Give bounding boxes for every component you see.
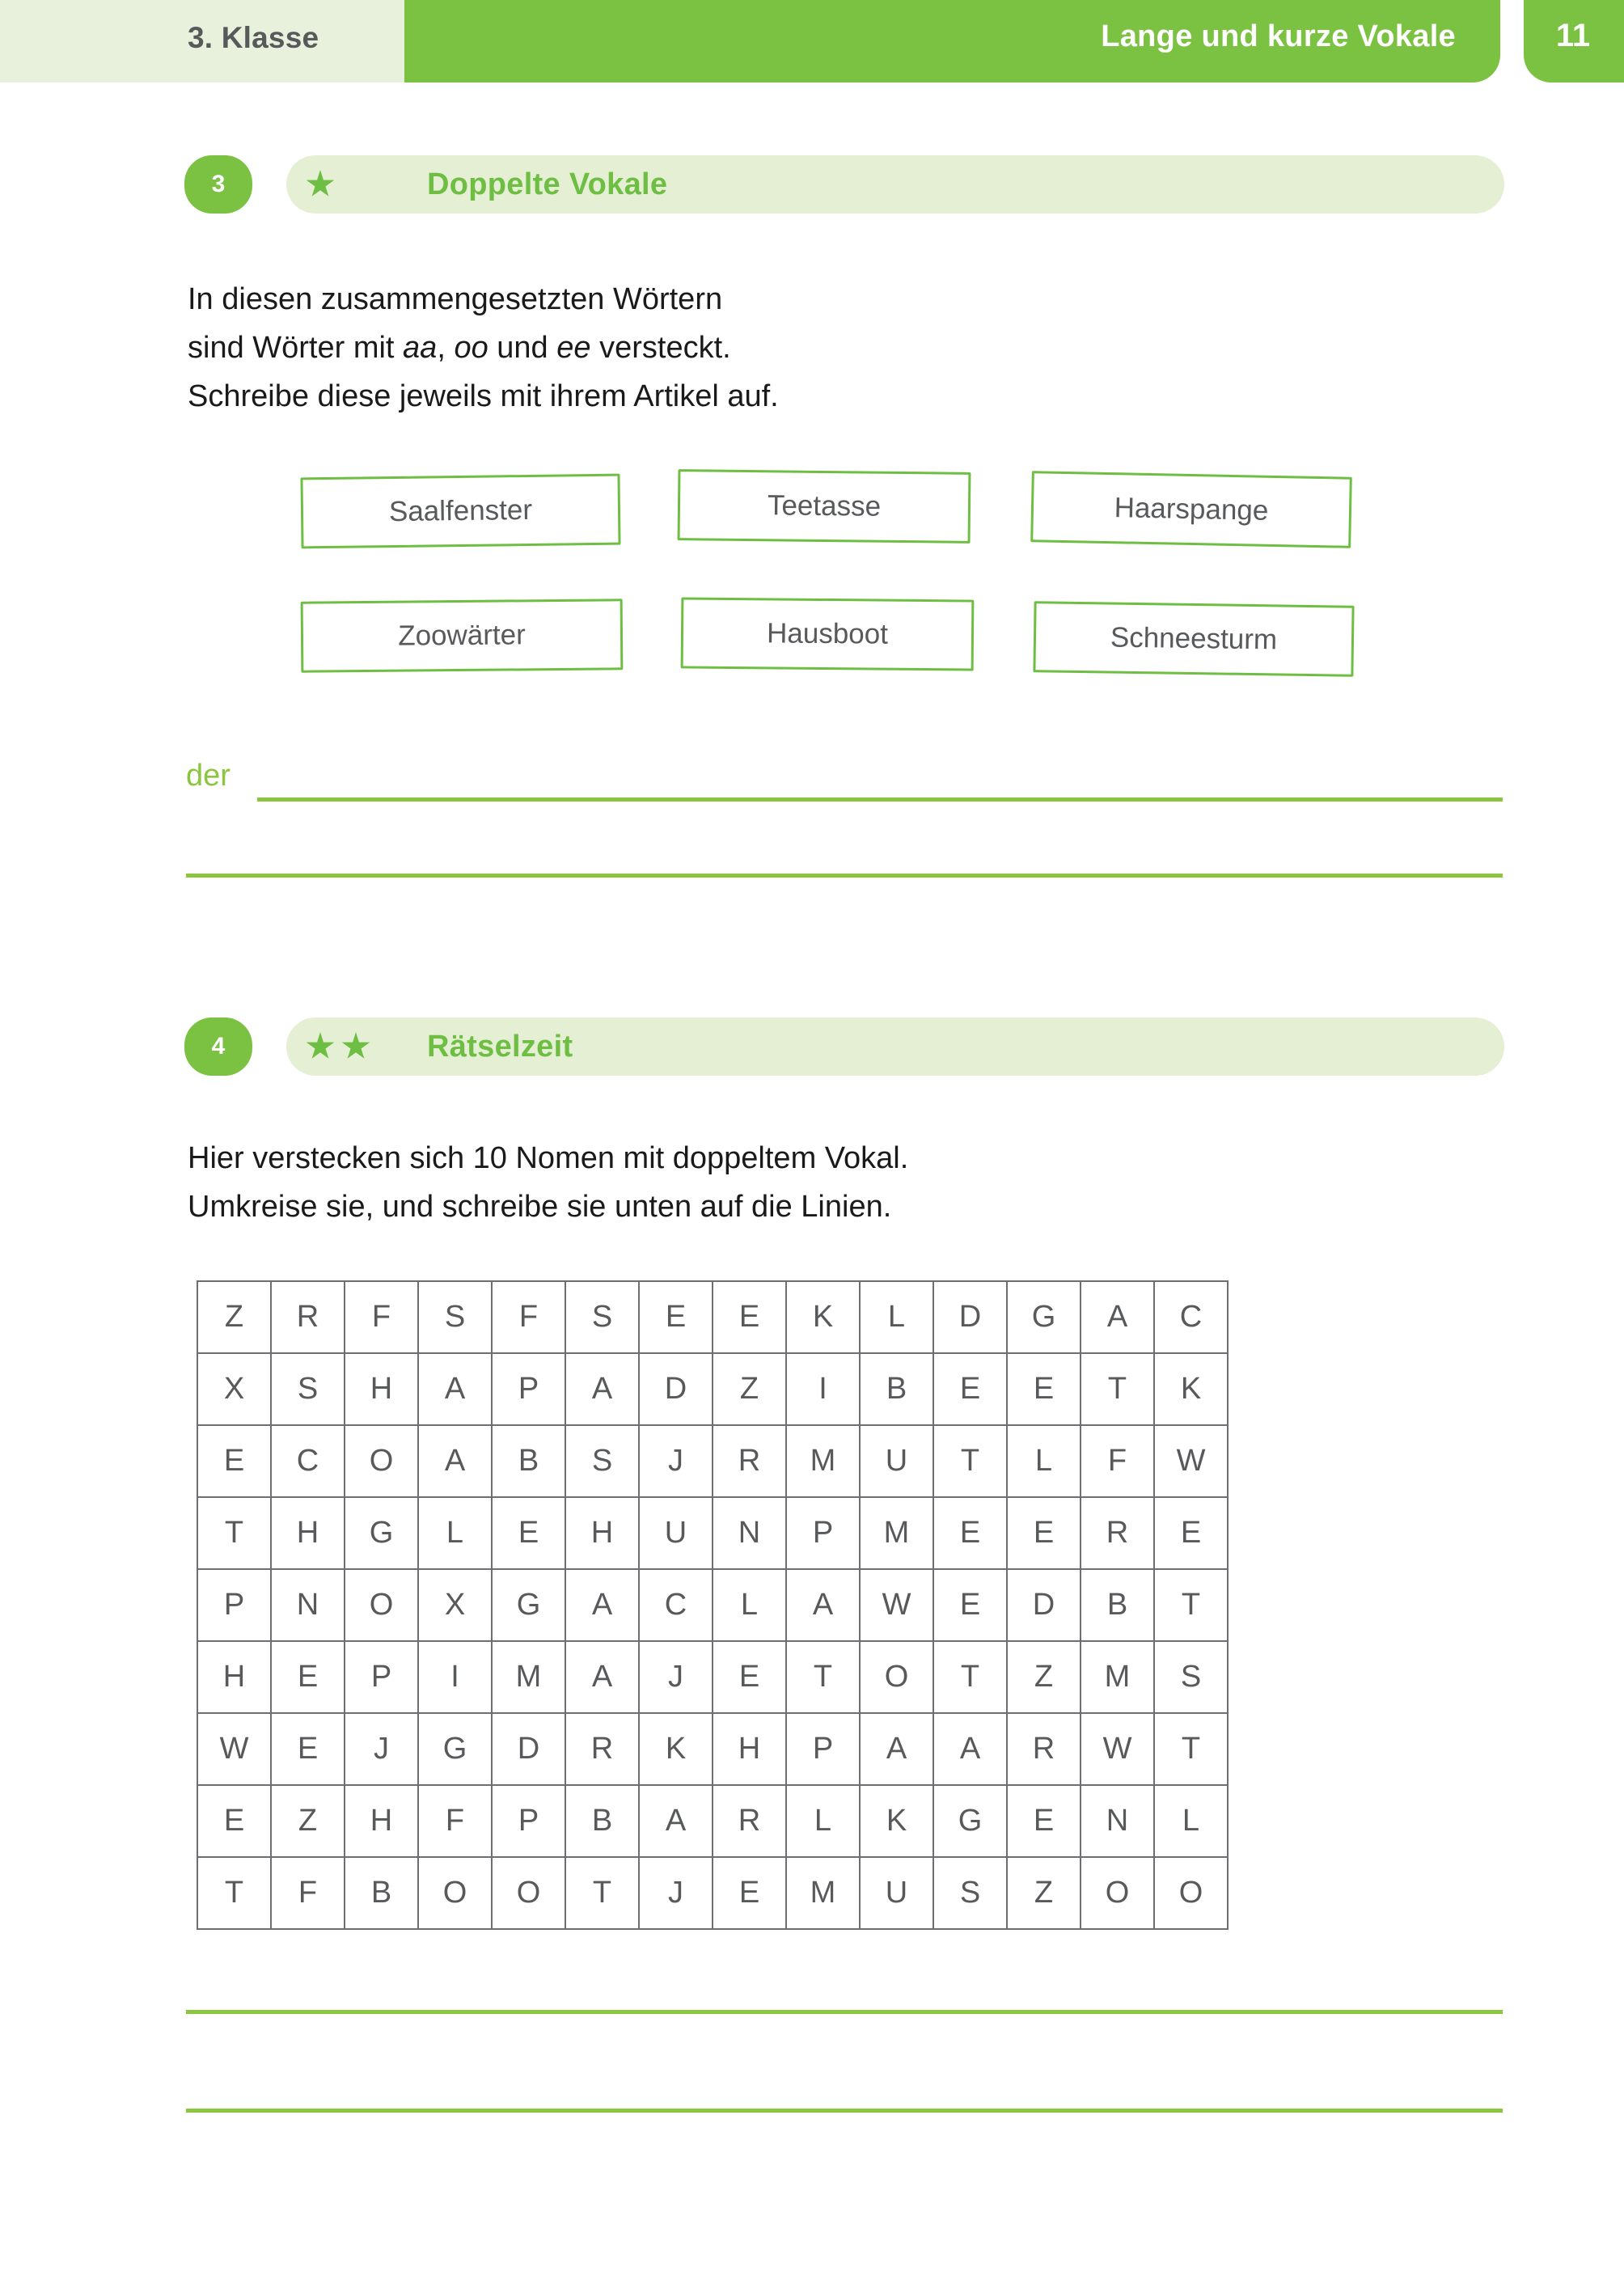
- grid-cell[interactable]: O: [1154, 1857, 1228, 1929]
- grid-cell[interactable]: A: [786, 1569, 860, 1641]
- grid-cell[interactable]: K: [860, 1785, 933, 1857]
- instruction-line-1: Hier verstecken sich 10 Nomen mit doppeltem Vokal.: [188, 1141, 909, 1175]
- grid-cell[interactable]: T: [1154, 1713, 1228, 1785]
- grid-cell[interactable]: A: [565, 1353, 639, 1425]
- grid-cell[interactable]: E: [713, 1857, 786, 1929]
- grid-cell[interactable]: H: [345, 1353, 418, 1425]
- exercise-4-title-pill: [286, 1017, 1504, 1076]
- instruction-line-2-part-a: sind Wörter mit: [188, 331, 404, 365]
- grid-cell[interactable]: E: [933, 1569, 1007, 1641]
- grid-cell[interactable]: O: [1081, 1857, 1154, 1929]
- grid-cell[interactable]: Z: [713, 1353, 786, 1425]
- grid-cell[interactable]: Z: [271, 1785, 345, 1857]
- grid-cell[interactable]: E: [639, 1281, 713, 1353]
- grid-cell[interactable]: R: [713, 1785, 786, 1857]
- grid-cell[interactable]: E: [271, 1641, 345, 1713]
- grid-cell[interactable]: B: [345, 1857, 418, 1929]
- grid-cell[interactable]: E: [713, 1641, 786, 1713]
- grid-cell[interactable]: L: [713, 1569, 786, 1641]
- grid-row: [197, 1569, 1228, 1641]
- word-label: Hausboot: [766, 617, 889, 650]
- grid-cell[interactable]: L: [860, 1281, 933, 1353]
- grid-cell[interactable]: R: [565, 1713, 639, 1785]
- grid-cell[interactable]: C: [1154, 1281, 1228, 1353]
- grid-cell[interactable]: T: [933, 1641, 1007, 1713]
- grid-cell[interactable]: G: [1007, 1281, 1081, 1353]
- grid-row: [197, 1425, 1228, 1497]
- grid-cell[interactable]: R: [271, 1281, 345, 1353]
- vowel-aa: aa: [403, 331, 438, 365]
- grid-cell[interactable]: G: [492, 1569, 565, 1641]
- grid-cell[interactable]: D: [639, 1353, 713, 1425]
- grid-cell[interactable]: X: [197, 1353, 271, 1425]
- grid-cell[interactable]: C: [639, 1569, 713, 1641]
- grid-cell[interactable]: L: [1154, 1785, 1228, 1857]
- grid-cell[interactable]: N: [1081, 1785, 1154, 1857]
- grid-cell[interactable]: G: [933, 1785, 1007, 1857]
- grid-cell[interactable]: P: [492, 1785, 565, 1857]
- grid-row: [197, 1857, 1228, 1929]
- grid-cell[interactable]: A: [418, 1425, 492, 1497]
- grid-cell[interactable]: K: [1154, 1353, 1228, 1425]
- grid-cell[interactable]: H: [565, 1497, 639, 1569]
- grid-cell[interactable]: A: [639, 1785, 713, 1857]
- exercise-4-title: Rätselzeit: [427, 1029, 573, 1064]
- grid-cell[interactable]: O: [860, 1641, 933, 1713]
- grid-cell[interactable]: J: [345, 1713, 418, 1785]
- instruction-line-1: In diesen zusammengesetzten Wörtern: [188, 282, 723, 316]
- page-title: Lange und kurze Vokale: [1101, 19, 1456, 53]
- grid-row: [197, 1641, 1228, 1713]
- grid-cell[interactable]: E: [933, 1353, 1007, 1425]
- exercise-4-instructions: [188, 1134, 1320, 1231]
- grid-cell[interactable]: S: [418, 1281, 492, 1353]
- word-box-teetasse[interactable]: [678, 469, 971, 544]
- exercise-4-difficulty-stars: [306, 1017, 370, 1076]
- grid-cell[interactable]: P: [345, 1641, 418, 1713]
- word-search-grid-body: [197, 1281, 1228, 1929]
- grid-cell[interactable]: F: [418, 1785, 492, 1857]
- grid-cell[interactable]: W: [1081, 1713, 1154, 1785]
- instruction-line-2-part-c: und: [488, 331, 557, 365]
- grid-cell[interactable]: I: [418, 1641, 492, 1713]
- grid-cell[interactable]: M: [786, 1857, 860, 1929]
- grid-cell[interactable]: N: [713, 1497, 786, 1569]
- grid-row: [197, 1353, 1228, 1425]
- instruction-line-2: Umkreise sie, und schreibe sie unten auf die Linien.: [188, 1190, 892, 1224]
- grid-cell[interactable]: S: [271, 1353, 345, 1425]
- grid-cell[interactable]: S: [565, 1425, 639, 1497]
- grid-cell[interactable]: J: [639, 1425, 713, 1497]
- grid-cell[interactable]: B: [492, 1425, 565, 1497]
- grid-cell[interactable]: I: [786, 1353, 860, 1425]
- grid-cell[interactable]: Z: [1007, 1641, 1081, 1713]
- instruction-line-2-part-b: ,: [437, 331, 455, 365]
- grid-cell[interactable]: L: [1007, 1425, 1081, 1497]
- grid-cell[interactable]: Z: [1007, 1857, 1081, 1929]
- page-number: 11: [1555, 18, 1591, 53]
- grid-cell[interactable]: M: [1081, 1641, 1154, 1713]
- word-box-hausboot[interactable]: [681, 597, 975, 671]
- grid-cell[interactable]: F: [271, 1857, 345, 1929]
- answer-line-3[interactable]: [186, 2010, 1503, 2014]
- grid-cell[interactable]: O: [345, 1569, 418, 1641]
- grid-cell[interactable]: E: [271, 1713, 345, 1785]
- instruction-line-2-part-d: versteckt.: [590, 331, 731, 365]
- grid-cell[interactable]: A: [418, 1353, 492, 1425]
- grid-cell[interactable]: P: [786, 1713, 860, 1785]
- grid-cell[interactable]: E: [197, 1785, 271, 1857]
- word-label: Saalfenster: [388, 493, 533, 528]
- grid-cell[interactable]: A: [860, 1713, 933, 1785]
- grid-cell[interactable]: M: [492, 1641, 565, 1713]
- grid-cell[interactable]: A: [1081, 1281, 1154, 1353]
- exercise-3-difficulty-stars: [306, 155, 335, 214]
- grid-cell[interactable]: T: [565, 1857, 639, 1929]
- grid-cell[interactable]: A: [933, 1713, 1007, 1785]
- grid-cell[interactable]: R: [713, 1425, 786, 1497]
- grid-cell[interactable]: P: [197, 1569, 271, 1641]
- grid-cell[interactable]: U: [860, 1425, 933, 1497]
- grid-cell[interactable]: E: [197, 1425, 271, 1497]
- grid-cell[interactable]: B: [860, 1353, 933, 1425]
- word-box-schneesturm[interactable]: [1033, 601, 1354, 677]
- grid-cell[interactable]: X: [418, 1569, 492, 1641]
- answer-line-4[interactable]: [186, 2109, 1503, 2113]
- grid-cell[interactable]: W: [197, 1713, 271, 1785]
- grid-cell[interactable]: O: [492, 1857, 565, 1929]
- grid-cell[interactable]: D: [492, 1713, 565, 1785]
- exercise-3-number-badge: 3: [184, 155, 252, 214]
- grid-cell[interactable]: F: [1081, 1425, 1154, 1497]
- grid-cell[interactable]: A: [565, 1641, 639, 1713]
- word-search-grid[interactable]: [197, 1280, 1229, 1930]
- grid-cell[interactable]: R: [1007, 1713, 1081, 1785]
- grid-row: [197, 1281, 1228, 1353]
- grid-cell[interactable]: F: [345, 1281, 418, 1353]
- word-box-haarspange[interactable]: [1030, 471, 1352, 548]
- article-label-der: der: [186, 759, 230, 793]
- grid-row: [197, 1497, 1228, 1569]
- grid-row: [197, 1785, 1228, 1857]
- grade-label: 3. Klasse: [188, 21, 319, 54]
- grid-cell[interactable]: H: [197, 1641, 271, 1713]
- grid-cell[interactable]: N: [271, 1569, 345, 1641]
- exercise-3-title-pill: [286, 155, 1504, 214]
- grid-cell[interactable]: W: [860, 1569, 933, 1641]
- answer-line-1[interactable]: [257, 797, 1503, 802]
- grid-cell[interactable]: E: [1154, 1497, 1228, 1569]
- grid-cell[interactable]: F: [492, 1281, 565, 1353]
- vowel-oo: oo: [454, 331, 488, 365]
- grid-cell[interactable]: C: [271, 1425, 345, 1497]
- word-label: Haarspange: [1114, 492, 1269, 527]
- grid-cell[interactable]: T: [197, 1857, 271, 1929]
- grid-cell[interactable]: H: [713, 1713, 786, 1785]
- grid-cell[interactable]: E: [1007, 1353, 1081, 1425]
- grid-cell[interactable]: W: [1154, 1425, 1228, 1497]
- exercise-4-header: [184, 1017, 1504, 1076]
- word-label: Zoowärter: [398, 619, 526, 652]
- word-label: Schneesturm: [1110, 621, 1278, 656]
- grid-cell[interactable]: E: [713, 1281, 786, 1353]
- grid-cell[interactable]: O: [418, 1857, 492, 1929]
- grid-cell[interactable]: P: [786, 1497, 860, 1569]
- grid-cell[interactable]: T: [1154, 1569, 1228, 1641]
- grid-cell[interactable]: B: [1081, 1569, 1154, 1641]
- word-box-saalfenster[interactable]: [300, 474, 620, 549]
- grid-cell[interactable]: E: [1007, 1785, 1081, 1857]
- grid-cell[interactable]: D: [1007, 1569, 1081, 1641]
- instruction-line-3: Schreibe diese jeweils mit ihrem Artikel auf.: [188, 379, 779, 413]
- grid-cell[interactable]: S: [933, 1857, 1007, 1929]
- star-icon: [306, 1032, 335, 1061]
- grid-cell[interactable]: E: [492, 1497, 565, 1569]
- grid-cell[interactable]: T: [933, 1425, 1007, 1497]
- grid-cell[interactable]: O: [345, 1425, 418, 1497]
- star-icon: [306, 170, 335, 199]
- grid-cell[interactable]: S: [1154, 1641, 1228, 1713]
- exercise-4-number-badge: 4: [184, 1017, 252, 1076]
- grid-cell[interactable]: T: [197, 1497, 271, 1569]
- grid-cell[interactable]: S: [565, 1281, 639, 1353]
- answer-line-2[interactable]: [186, 874, 1503, 878]
- page-header: [0, 0, 1624, 82]
- exercise-3-instructions: [188, 275, 1158, 421]
- grid-cell[interactable]: B: [565, 1785, 639, 1857]
- grid-cell[interactable]: K: [639, 1713, 713, 1785]
- grid-cell[interactable]: K: [786, 1281, 860, 1353]
- word-label: Teetasse: [767, 489, 882, 522]
- word-box-zoowaerter[interactable]: [301, 599, 624, 672]
- grid-cell[interactable]: J: [639, 1641, 713, 1713]
- grid-cell[interactable]: H: [345, 1785, 418, 1857]
- grid-cell[interactable]: A: [565, 1569, 639, 1641]
- grid-cell[interactable]: M: [786, 1425, 860, 1497]
- grid-cell[interactable]: P: [492, 1353, 565, 1425]
- grid-cell[interactable]: T: [786, 1641, 860, 1713]
- exercise-3-header: [184, 155, 1504, 214]
- grid-cell[interactable]: R: [1081, 1497, 1154, 1569]
- grid-cell[interactable]: M: [860, 1497, 933, 1569]
- grid-cell[interactable]: Z: [197, 1281, 271, 1353]
- grid-cell[interactable]: E: [933, 1497, 1007, 1569]
- grid-cell[interactable]: U: [860, 1857, 933, 1929]
- grid-cell[interactable]: L: [418, 1497, 492, 1569]
- grid-cell[interactable]: L: [786, 1785, 860, 1857]
- exercise-3-title: Doppelte Vokale: [427, 167, 668, 201]
- vowel-ee: ee: [556, 331, 591, 365]
- grid-cell[interactable]: G: [345, 1497, 418, 1569]
- grid-cell[interactable]: E: [1007, 1497, 1081, 1569]
- grid-cell[interactable]: U: [639, 1497, 713, 1569]
- grid-cell[interactable]: H: [271, 1497, 345, 1569]
- grid-cell[interactable]: G: [418, 1713, 492, 1785]
- star-icon: [341, 1032, 370, 1061]
- grid-cell[interactable]: J: [639, 1857, 713, 1929]
- grid-cell[interactable]: T: [1081, 1353, 1154, 1425]
- grid-cell[interactable]: D: [933, 1281, 1007, 1353]
- grid-row: [197, 1713, 1228, 1785]
